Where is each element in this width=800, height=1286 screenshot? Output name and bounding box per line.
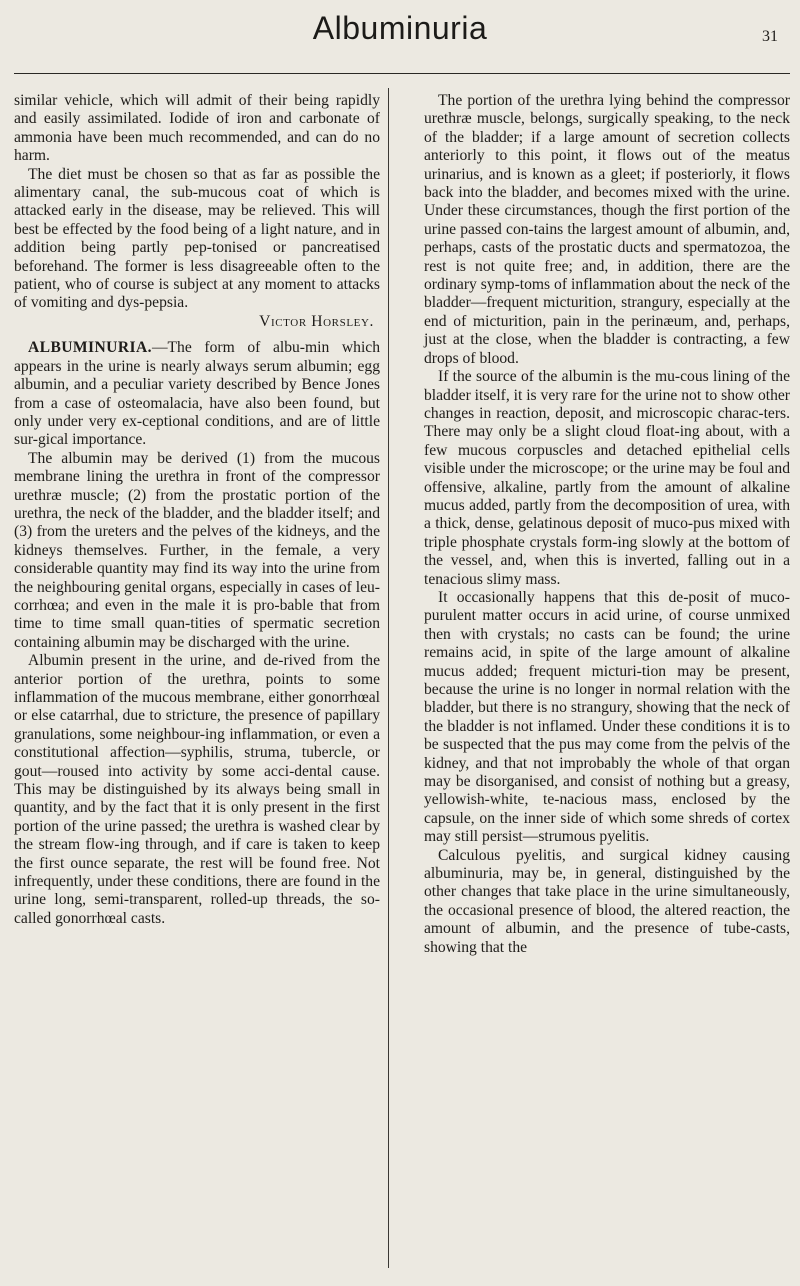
page-header: [0, 0, 800, 80]
running-title: Albuminuria: [312, 10, 488, 46]
author-signature: [14, 313, 380, 331]
paragraph: The diet must be chosen so that as far as possible the alimentary canal, the sub-mucous coat of which is attacked early in the disease, may be relieved. This will best be effected by the food being of a light nature, and in addition being partly pep-tonised or pancreatised beforehand. The former is less disagreeable often to the patient, who of course is subject at any moment to attacks of vomiting and dys-pepsia.: [14, 165, 380, 312]
page-number: 31: [762, 28, 778, 45]
header-rule: [14, 73, 790, 74]
paragraph: Calculous pyelitis, and surgical kidney causing albuminuria, may be, in general, distinguished by the other changes that take place in the urine simultaneously, the occasional presence of blood, the altered reaction, the amount of albumin, and the presence of tube-casts, showing that the: [424, 846, 790, 956]
paragraph: Albumin present in the urine, and de-rived from the anterior portion of the urethra, points to some inflammation of the mucous membrane, either gonorrhœal or else catarrhal, due to stricture, the presence of papillary granulations, some neighbour-ing inflammation, or even a constitutional affection—syphilis, struma, tubercle, or gout—roused into activity by some acci-dental cause. This may be distinguished by its always being small in quantity, and by the fact that it is only present in the first portion of the urine passed; the urethra is washed clear by the stream flow-ing through, and if care is taken to keep the first ounce separate, the rest will be found free. Not infrequently, under these conditions, there are found in the urine long, semi-transparent, rolled-up threads, the so-called gonorrhœal casts.: [14, 652, 380, 927]
paragraph: If the source of the albumin is the mu-cous lining of the bladder itself, it is very rare for the urine not to show other changes in reaction, deposit, and microscopic charac-ters. There may only be a slight cloud float-ing about, with a few mucous corpuscles and detached epithelial cells visible under the microscope; or the urine may be foul and offensive, alkaline, partly from the amount of alkaline mucus added, partly from the decomposition of urea, with a thick, dense, gelatinous deposit of muco-pus mixed with triple phosphate crystals form-ing slowly at the bottom of the vessel, and, when this is inverted, falling out in a tenacious slimy mass.: [424, 368, 790, 588]
paragraph: similar vehicle, which will admit of their being rapidly and easily assimilated. Iodide of iron and carbonate of ammonia have been much recommended, and can do no harm.: [14, 92, 380, 165]
entry-paragraph: [14, 339, 380, 449]
entry-term: ALBUMINURIA.: [28, 339, 152, 357]
paragraph: It occasionally happens that this de-posit of muco-purulent matter occurs in acid urine, of course unmixed then with crystals; no casts can be found; the urine remains acid, in spite of the large amount of alkaline mucus added; frequent micturi-tion may be present, because the urine is no longer in normal relation with the bladder, but there is no strangury, showing that the neck of the bladder is not inflamed. Under these conditions it is to be suspected that the pus may come from the pelvis of the kidney, and that not improbably the whole of that organ may be disorganised, and consist of nothing but a greasy, yellowish-white, te-nacious mass, enclosed by the capsule, on the inner side of which some shreds of cortex may still persist—strumous pyelitis.: [424, 588, 790, 846]
paragraph: The portion of the urethra lying behind the compressor urethræ muscle, belongs, surgically speaking, to the neck of the bladder; if a large amount of secretion collects anteriorly to this point, it flows out of the meatus urinarius, and is known as a gleet; if posteriorly, it flows back into the bladder, and becomes mixed with the urine. Under these circumstances, though the first portion of the urine passed con-tains the largest amount of albumin, and, perhaps, casts of the prostatic ducts and spermatozoa, the rest is not quite free; and, in addition, there are the ordinary symp-toms of inflammation about the neck of the bladder—frequent micturition, strangury, especially at the end of micturition, pain in the perinæum, and, perhaps, just at the close, when the bladder is contracting, a few drops of blood.: [424, 92, 790, 367]
page-body: [14, 92, 790, 957]
paragraph: The albumin may be derived (1) from the mucous membrane lining the urethra in front of the compressor urethræ muscle; (2) from the prostatic portion of the urethra, the neck of the bladder, and the bladder itself; and (3) from the ureters and the pelves of the kidneys, and the kidneys themselves. Further, in the female, a very considerable quantity may find its way into the urine from the neighbouring genital organs, especially in cases of leu-corrhœa; and even in the male it is pro-bable that from time to time small quan-tities of spermatic secretion containing albumin may be discharged with the urine.: [14, 449, 380, 651]
left-column: [14, 92, 380, 957]
right-column: [424, 92, 790, 957]
signature-text: Victor Horsley.: [259, 312, 374, 330]
entry-text: —The form of albu-min which appears in the urine is nearly always serum albumin; egg albumin, and a peculiar variety described by Bence Jones from a case of osteomalacia, have also been found, but only under very ex-ceptional conditions, and are of little sur-gical importance.: [14, 339, 380, 449]
